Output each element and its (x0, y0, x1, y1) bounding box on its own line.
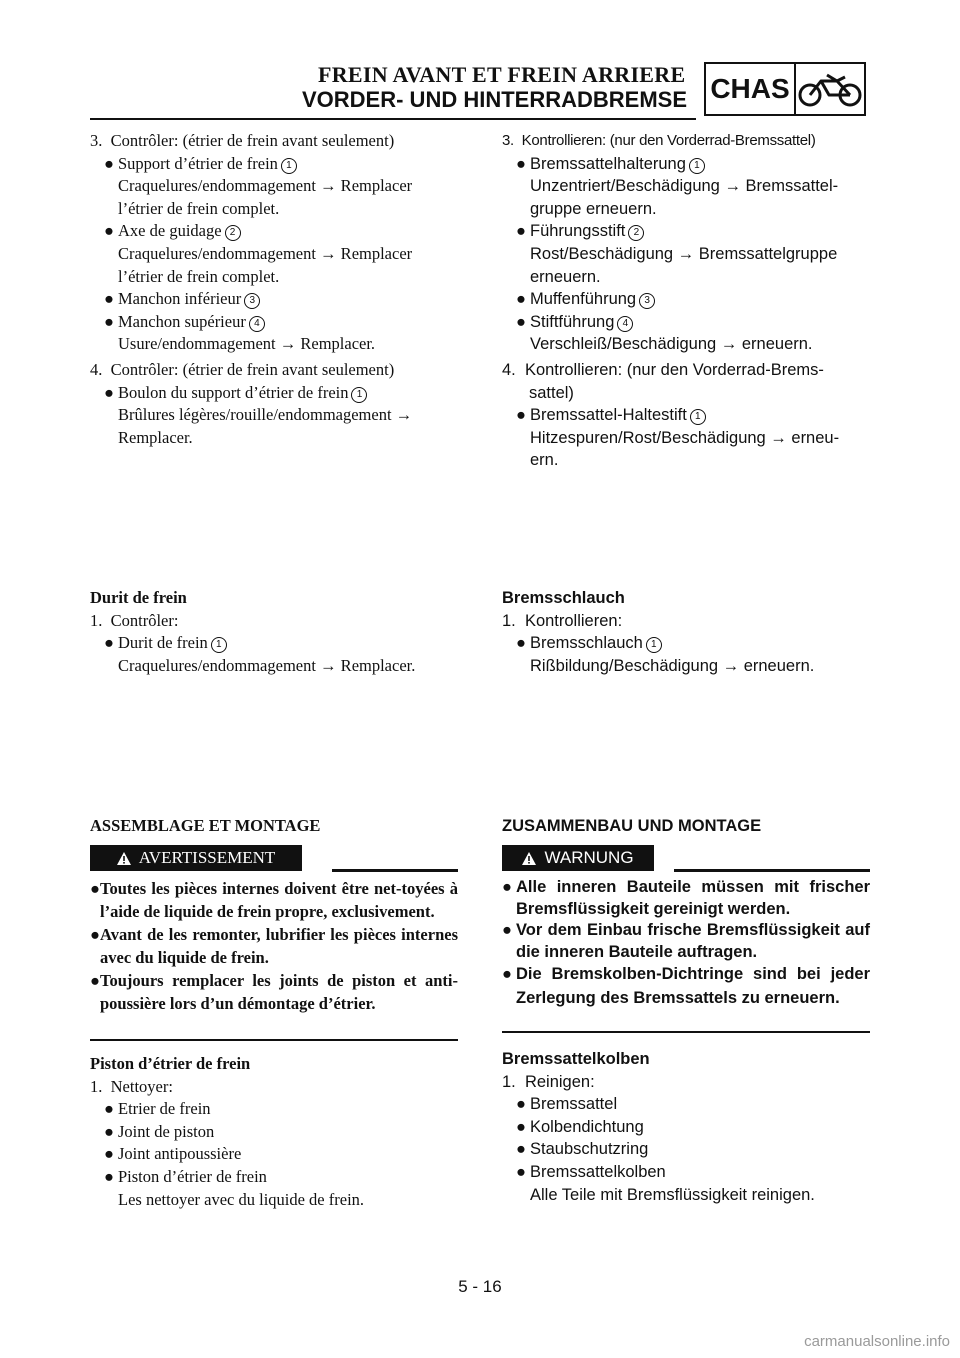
list-item: ● Joint antipoussière (104, 1144, 242, 1164)
list-item: ● Durit de frein 1 (90, 632, 458, 655)
de-note: Unzentriert/Beschädigung → Bremssattel- (530, 177, 839, 196)
de-note: Rißbildung/Beschädigung → erneuern. (530, 656, 815, 675)
fr-hose-title: Durit de frein (90, 588, 187, 607)
motorcycle-icon (796, 64, 864, 114)
de-note: erneuern. (530, 267, 601, 286)
list-item: ● Kolbendichtung (516, 1117, 644, 1136)
section-badge (704, 62, 866, 116)
de-note: Hitzespuren/Rost/Beschädigung → erneu- (530, 428, 840, 447)
list-item: ● Axe de guidage 2 (90, 220, 458, 243)
list-item: ● Bremssattelhalterung 1 (502, 153, 870, 176)
fr-note: Craquelures/endommagement → Remplacer (118, 243, 413, 263)
fr-warning-list (90, 877, 458, 1015)
fr-hose-section (90, 587, 458, 677)
list-item: ● Toutes les pièces internes doivent être net-toyées à l’aide de liquide de frein propre, exclusivement. (90, 879, 458, 921)
warning-icon (522, 852, 536, 865)
de-note: Rost/Beschädigung → Bremssattelgruppe (530, 244, 838, 263)
fr-step-3: 3. Contrôler: (étrier de frein avant seulement) (90, 131, 395, 150)
list-item: ● Alle inneren Bauteile müssen mit frischer Bremsflüssigkeit gereinigt werden. (502, 878, 870, 918)
fr-hose-step: 1. Contrôler: (90, 610, 179, 630)
de-step-3: 3. Kontrollieren: (nur den Vorderrad-Bremssattel) (502, 132, 816, 149)
fr-note: Usure/endommagement → Remplacer. (118, 334, 376, 354)
fr-piston-section (90, 1053, 458, 1211)
page-number: 5 - 16 (458, 1277, 502, 1296)
list-item: ● Bremssattel (516, 1095, 618, 1114)
list-item: ● Bremssattelkolben (516, 1162, 666, 1181)
list-item: ● Manchon supérieur 4 (90, 311, 458, 334)
fr-warning-end-rule (90, 1039, 458, 1041)
column-de (502, 130, 870, 472)
fr-step-4: 4. Contrôler: (étrier de frein avant seulement) (90, 359, 395, 379)
de-step-4-cont: sattel) (529, 383, 574, 402)
fr-note: l’étrier de frein complet. (118, 198, 280, 218)
de-hose-section (502, 587, 870, 677)
fr-piston-title: Piston d’étrier de frein (90, 1054, 251, 1073)
list-item: ● Boulon du support d’étrier de frein 1 (90, 382, 458, 405)
header-rule (90, 118, 696, 120)
list-item: ● Die Bremskolben-Dichtringe sind bei jeder Zerlegung des Bremssattels zu erneuern. (502, 965, 870, 1007)
list-item: ● Joint de piston (104, 1121, 215, 1141)
warning-icon (117, 852, 131, 865)
list-item: ● Muffenführung 3 (502, 288, 870, 311)
de-note: Alle Teile mit Bremsflüssigkeit reinigen. (530, 1185, 815, 1204)
fr-note: l’étrier de frein complet. (118, 266, 280, 286)
fr-assembly-title: ASSEMBLAGE ET MONTAGE (90, 816, 321, 835)
list-item: ● Führungsstift 2 (502, 220, 870, 243)
de-warning-end-rule (502, 1031, 870, 1033)
fr-note: Craquelures/endommagement → Remplacer (118, 176, 413, 196)
fr-warning-banner (90, 845, 458, 871)
de-piston-step: 1. Reinigen: (502, 1072, 595, 1091)
fr-note: Les nettoyer avec du liquide de frein. (118, 1189, 365, 1209)
de-note: gruppe erneuern. (530, 199, 657, 218)
fr-note: Remplacer. (118, 427, 193, 447)
list-item: ● Bremssattel-Haltestift 1 (502, 404, 870, 427)
de-warning-banner (502, 845, 870, 871)
list-item: ● Toujours remplacer les joints de piston et anti-poussière lors d’un démontage d’étrier. (90, 971, 458, 1013)
list-item: ● Stiftführung 4 (502, 311, 870, 334)
de-assembly-title: ZUSAMMENBAU UND MONTAGE (502, 817, 762, 835)
fr-assembly-section (90, 815, 458, 838)
section-label: CHAS (706, 64, 796, 114)
fr-note: Brûlures légères/rouille/endommagement → (118, 405, 413, 425)
list-item: ● Support d’étrier de frein 1 (90, 153, 458, 176)
de-piston-section (502, 1048, 870, 1206)
list-item: ● Bremsschlauch 1 (502, 632, 870, 655)
header-title-de: VORDER- UND HINTERRADBREMSE (302, 87, 688, 112)
fr-note: Craquelures/endommagement → Remplacer. (118, 655, 416, 675)
watermark: carmanualsonline.info (804, 1333, 950, 1350)
de-warning-list (502, 877, 870, 1010)
de-note: ern. (530, 451, 559, 470)
header-title-fr: FREIN AVANT ET FREIN ARRIERE (318, 62, 686, 87)
column-fr (90, 130, 458, 449)
list-item: ● Staubschutzring (516, 1140, 649, 1159)
list-item: ● Piston d’étrier de frein (104, 1166, 267, 1186)
fr-warning-label: AVERTISSEMENT (138, 848, 276, 867)
de-step-4: 4. Kontrollieren: (nur den Vorderrad-Brems- (502, 360, 824, 379)
de-hose-step: 1. Kontrollieren: (502, 611, 623, 630)
de-piston-title: Bremssattelkolben (502, 1050, 650, 1068)
de-assembly-section (502, 815, 870, 838)
list-item: ● Etrier de frein (104, 1099, 211, 1119)
de-hose-title: Bremsschlauch (502, 589, 625, 607)
list-item: ● Vor dem Einbau frische Bremsflüssigkeit auf die inneren Bauteile auftragen. (502, 921, 870, 961)
list-item: ● Avant de les remonter, lubrifier les pièces internes avec du liquide de frein. (90, 925, 458, 967)
fr-piston-step: 1. Nettoyer: (90, 1076, 173, 1096)
de-note: Verschleiß/Beschädigung → erneuern. (530, 335, 813, 354)
list-item: ● Manchon inférieur 3 (90, 288, 458, 311)
de-warning-label: WARNUNG (544, 848, 634, 867)
